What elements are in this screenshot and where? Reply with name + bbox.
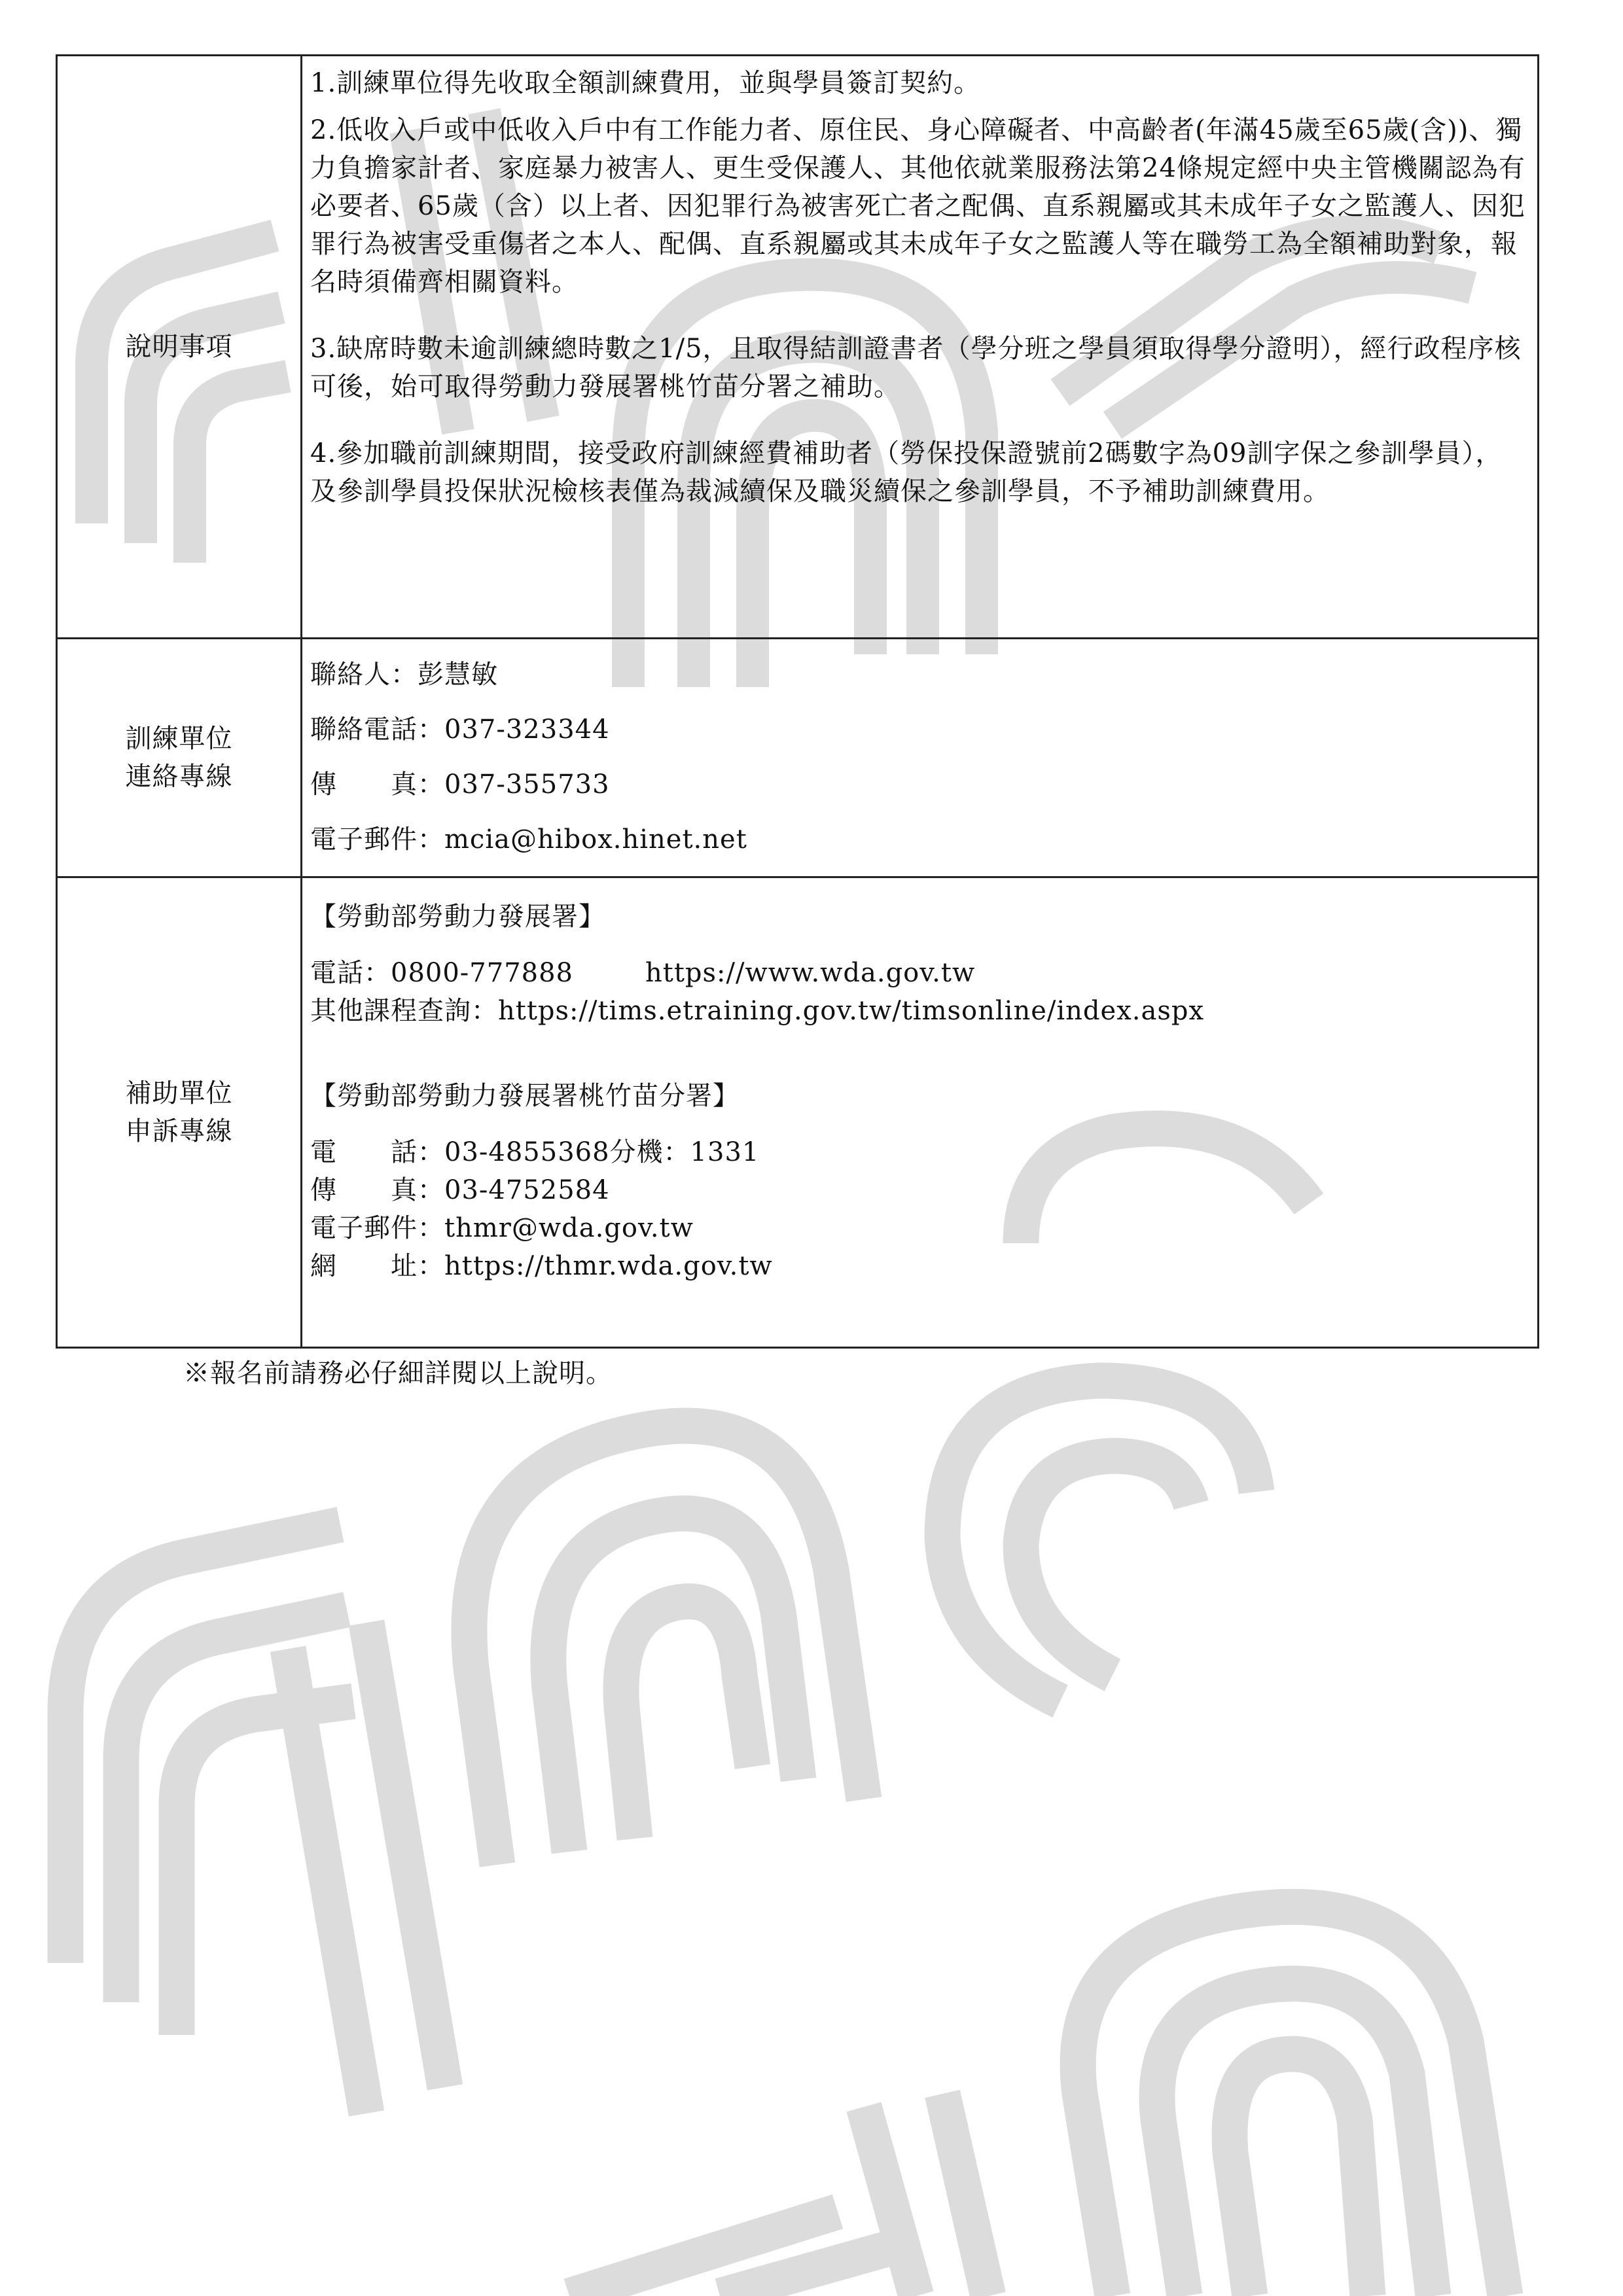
complaint-contact-content xyxy=(302,877,1539,1348)
note-item-2: 2.低收入戶或中低收入戶中有工作能力者、原住民、身心障礙者、中高齡者(年滿45歲至65歲(含))、獨力負擔家計者、家庭暴力被害人、更生受保護人、其他依就業服務法第24條規定經中央主管機關認為有必要者、65歲（含）以上者、因犯罪行為被害死亡者之配偶、直系親屬或其未成年子女之監護人、因犯罪行為被害受重傷者之本人、配偶、直系親屬或其未成年子女之監護人等在職勞工為全額補助對象，報名時須備齊相關資料。 xyxy=(310,115,1525,297)
thmr-fax: 傳 真：03-4752584 xyxy=(310,1175,610,1205)
complaint-contact-row xyxy=(57,877,1539,1348)
notes-row xyxy=(57,56,1539,639)
thmr-phone: 電 話：03-4855368分機：1331 xyxy=(310,1137,760,1167)
wda-url-link[interactable]: https://www.wda.gov.tw xyxy=(645,958,976,988)
contact-email: 電子郵件：mcia@hibox.hinet.net xyxy=(310,824,747,855)
complaint-contact-label-line2: 申訴專線 xyxy=(125,1116,233,1146)
complaint-contact-label xyxy=(57,877,302,1348)
note-item-1: 1.訓練單位得先收取全額訓練費用，並與學員簽訂契約。 xyxy=(310,68,981,98)
contact-fax: 傳 真：037-355733 xyxy=(310,769,610,800)
course-info-sheet xyxy=(56,54,1539,1393)
info-table xyxy=(56,54,1539,1349)
wda-phone: 電話：0800-777888 xyxy=(310,958,574,988)
training-contact-label-line1: 訓練單位 xyxy=(125,724,233,754)
contact-person: 聯絡人：彭慧敏 xyxy=(310,660,498,690)
notes-label-text: 說明事項 xyxy=(125,332,233,362)
note-item-4: 4.參加職前訓練期間，接受政府訓練經費補助者（勞保投保證號前2碼數字為09訓字保之參訓學員），及參訓學員投保狀況檢核表僅為裁減續保及職災續保之參訓學員，不予補助訓練費用。 xyxy=(310,438,1503,506)
training-contact-row xyxy=(57,639,1539,877)
thmr-email: 電子郵件：thmr@wda.gov.tw xyxy=(310,1213,694,1243)
complaint-contact-label-line1: 補助單位 xyxy=(125,1078,233,1108)
note-item-3: 3.缺席時數未逾訓練總時數之1/5，且取得結訓證書者（學分班之學員須取得學分證明），經行政程序核可後，始可取得勞動力發展署桃竹苗分署之補助。 xyxy=(310,334,1522,402)
training-contact-label xyxy=(57,639,302,877)
training-contact-label-line2: 連絡專線 xyxy=(125,762,233,792)
thmr-url-link[interactable]: 網 址：https://thmr.wda.gov.tw xyxy=(310,1251,773,1281)
training-contact-content xyxy=(302,639,1539,877)
wda-org-name: 【勞動部勞動力發展署】 xyxy=(310,902,605,932)
footnote: ※報名前請務必仔細詳閱以上說明。 xyxy=(183,1358,613,1388)
wda-course-query-link[interactable]: 其他課程查詢：https://tims.etraining.gov.tw/timsonline/index.aspx xyxy=(310,996,1205,1026)
contact-phone: 聯絡電話：037-323344 xyxy=(310,715,610,745)
wda-phone-line xyxy=(310,954,1527,992)
notes-content xyxy=(302,56,1539,639)
thmr-org-name: 【勞動部勞動力發展署桃竹苗分署】 xyxy=(310,1081,740,1111)
notes-label xyxy=(57,56,302,639)
